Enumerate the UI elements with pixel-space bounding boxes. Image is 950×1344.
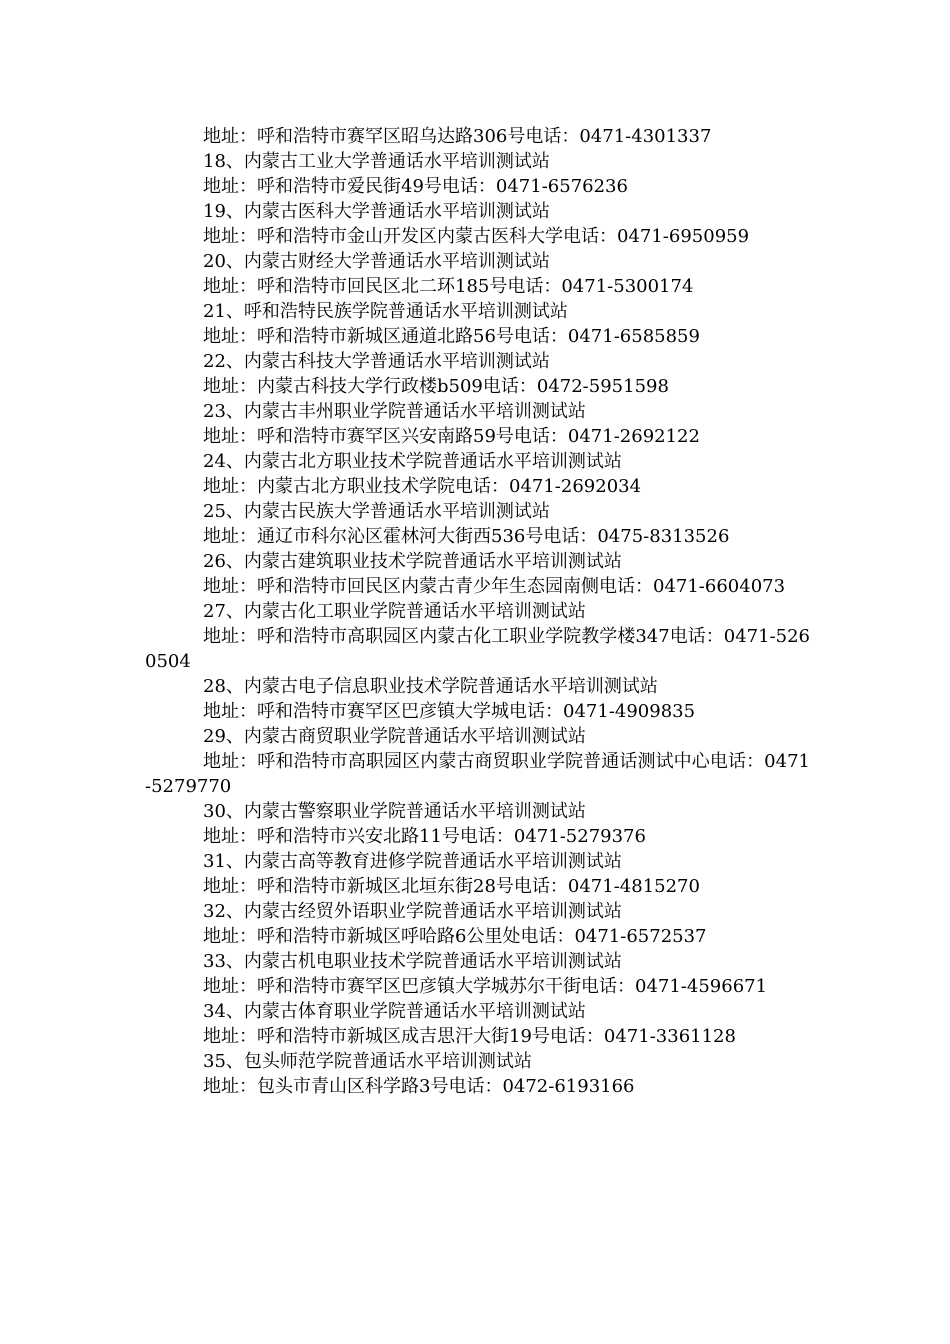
document-body <box>145 124 810 1099</box>
address-line: 地址：呼和浩特市回民区北二环185号电话：0471-5300174 <box>203 276 694 297</box>
address-line: 地址：内蒙古科技大学行政楼b509电话：0472-5951598 <box>203 376 669 397</box>
address-line: 地址：呼和浩特市高职园区内蒙古化工职业学院教学楼347电话：0471-5260504 <box>145 626 810 672</box>
address-line: 地址：内蒙古北方职业技术学院电话：0471-2692034 <box>203 476 642 497</box>
address-line: 地址：呼和浩特市赛罕区兴安南路59号电话：0471-2692122 <box>203 426 700 447</box>
address-line: 地址：包头市青山区科学路3号电话：0472-6193166 <box>203 1076 635 1097</box>
address-line: 地址：呼和浩特市新城区成吉思汗大街19号电话：0471-3361128 <box>203 1026 736 1047</box>
station-title: 18、内蒙古工业大学普通话水平培训测试站 <box>203 151 550 172</box>
address-line: 地址：呼和浩特市金山开发区内蒙古医科大学电话：0471-6950959 <box>203 226 750 247</box>
address-line: 地址：呼和浩特市回民区内蒙古青少年生态园南侧电话：0471-6604073 <box>203 576 786 597</box>
address-line: 地址：呼和浩特市新城区北垣东街28号电话：0471-4815270 <box>203 876 700 897</box>
station-title: 22、内蒙古科技大学普通话水平培训测试站 <box>203 351 550 372</box>
station-title: 24、内蒙古北方职业技术学院普通话水平培训测试站 <box>203 451 622 472</box>
station-title: 27、内蒙古化工职业学院普通话水平培训测试站 <box>203 601 586 622</box>
station-title: 31、内蒙古高等教育进修学院普通话水平培训测试站 <box>203 851 622 872</box>
address-line: 地址：呼和浩特市高职园区内蒙古商贸职业学院普通话测试中心电话：0471-5279770 <box>145 751 810 797</box>
address-line: 地址：呼和浩特市赛罕区巴彦镇大学城苏尔干街电话：0471-4596671 <box>203 976 768 997</box>
station-title: 21、呼和浩特民族学院普通话水平培训测试站 <box>203 301 568 322</box>
address-line: 地址：呼和浩特市新城区通道北路56号电话：0471-6585859 <box>203 326 700 347</box>
station-title: 25、内蒙古民族大学普通话水平培训测试站 <box>203 501 550 522</box>
address-line: 地址：呼和浩特市兴安北路11号电话：0471-5279376 <box>203 826 646 847</box>
station-title: 28、内蒙古电子信息职业技术学院普通话水平培训测试站 <box>203 676 658 697</box>
station-title: 20、内蒙古财经大学普通话水平培训测试站 <box>203 251 550 272</box>
station-title: 19、内蒙古医科大学普通话水平培训测试站 <box>203 201 550 222</box>
station-title: 23、内蒙古丰州职业学院普通话水平培训测试站 <box>203 401 586 422</box>
station-title: 32、内蒙古经贸外语职业学院普通话水平培训测试站 <box>203 901 622 922</box>
address-line: 地址：通辽市科尔沁区霍林河大街西536号电话：0475-8313526 <box>203 526 730 547</box>
address-line: 地址：呼和浩特市新城区呼哈路6公里处电话：0471-6572537 <box>203 926 707 947</box>
address-line: 地址：呼和浩特市赛罕区巴彦镇大学城电话：0471-4909835 <box>203 701 696 722</box>
address-line: 地址：呼和浩特市爱民街49号电话：0471-6576236 <box>203 176 628 197</box>
station-title: 30、内蒙古警察职业学院普通话水平培训测试站 <box>203 801 586 822</box>
station-title: 33、内蒙古机电职业技术学院普通话水平培训测试站 <box>203 951 622 972</box>
station-title: 34、内蒙古体育职业学院普通话水平培训测试站 <box>203 1001 586 1022</box>
station-title: 26、内蒙古建筑职业技术学院普通话水平培训测试站 <box>203 551 622 572</box>
address-line: 地址：呼和浩特市赛罕区昭乌达路306号电话：0471-4301337 <box>203 126 712 147</box>
station-title: 29、内蒙古商贸职业学院普通话水平培训测试站 <box>203 726 586 747</box>
station-title: 35、包头师范学院普通话水平培训测试站 <box>203 1051 532 1072</box>
